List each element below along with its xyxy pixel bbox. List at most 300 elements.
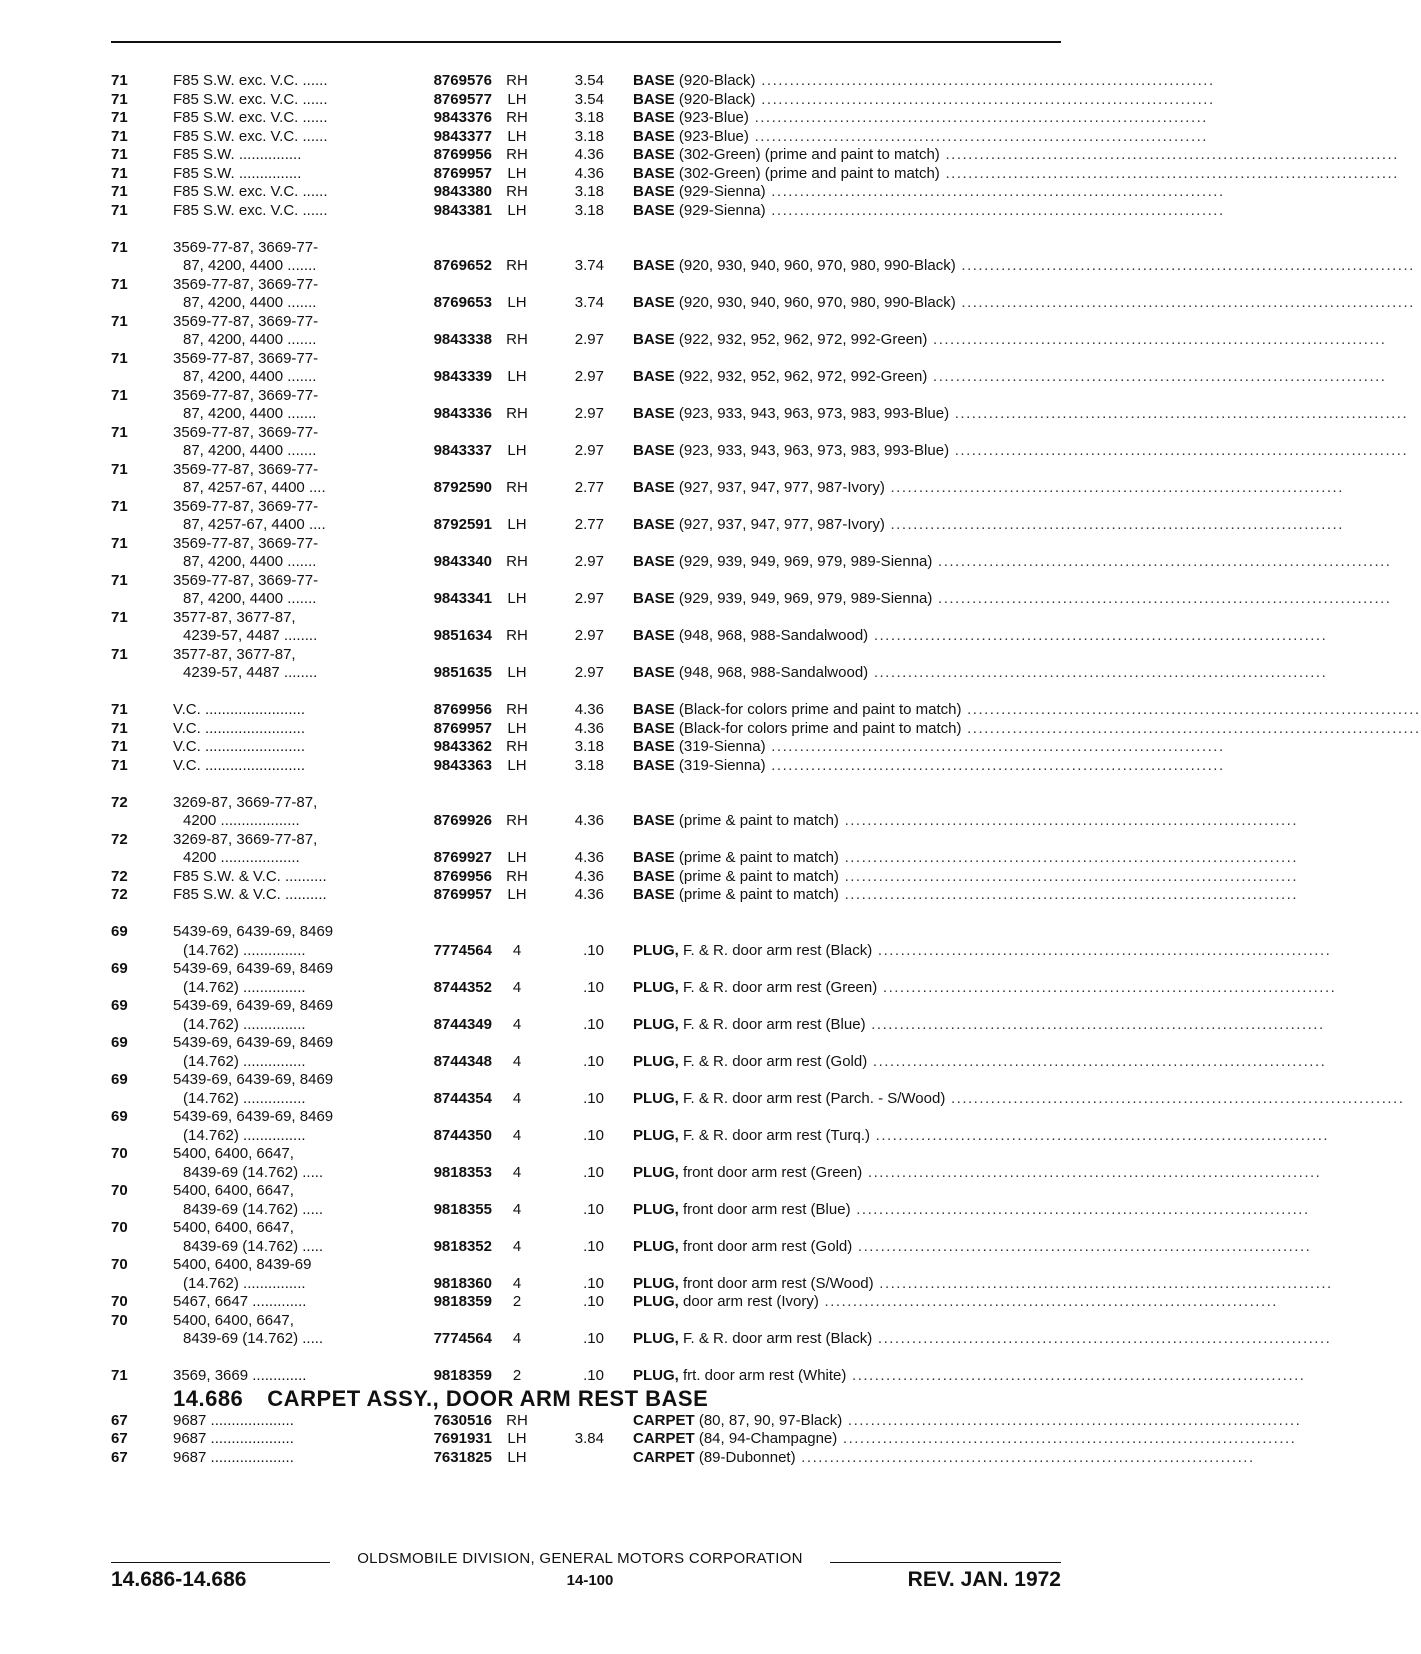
part-entry (111, 793, 1298, 831)
entry-line (111, 1430, 1297, 1449)
part-number: 8769653 (433, 294, 492, 311)
price: 3.18 (574, 738, 604, 755)
part-description (633, 331, 1387, 350)
side-or-qty: RH (506, 109, 528, 126)
part-description (633, 1430, 1297, 1449)
model-numbers: (14.762) ............... (183, 1274, 306, 1292)
part-name: BASE (633, 72, 675, 89)
part-number: 9843363 (433, 756, 492, 774)
part-description (633, 164, 1399, 184)
model-numbers: 3569-77-87, 3669-77- (173, 349, 319, 367)
part-number: 8792590 (433, 479, 492, 496)
price: 2.97 (574, 442, 604, 459)
entry-line (111, 646, 1061, 665)
model-numbers: 3569-77-87, 3669-77- (173, 497, 319, 515)
model-year: 71 (111, 645, 128, 663)
side-or-qty: 4 (512, 1200, 522, 1218)
part-detail: (80, 87, 90, 97-Black) (698, 1411, 843, 1429)
entry-line (111, 498, 1061, 517)
model-year: 71 (111, 238, 128, 256)
price: 3.74 (574, 257, 604, 274)
part-description (633, 516, 1344, 535)
part-name: BASE (633, 146, 675, 163)
model-numbers: 5467, 6647 ............. (173, 1293, 307, 1310)
price: 4.36 (574, 701, 604, 718)
part-name: BASE (633, 701, 675, 718)
entry-line (111, 1126, 1330, 1146)
part-description (633, 72, 1215, 91)
model-numbers: 5439-69, 6439-69, 8469 (173, 1071, 334, 1088)
model-year: 71 (111, 72, 128, 89)
entry-line (111, 923, 1061, 942)
part-entry (111, 1219, 1312, 1256)
price: 4.36 (574, 886, 604, 903)
part-description (633, 90, 1215, 110)
model-numbers: 5439-69, 6439-69, 8469 (173, 997, 334, 1014)
footer-division: OLDSMOBILE DIVISION, GENERAL MOTORS CORPORATION (330, 1550, 830, 1567)
entry-line (111, 1034, 1061, 1053)
part-name: BASE (633, 756, 675, 774)
footer-revision: REV. JAN. 1972 (907, 1568, 1061, 1591)
part-detail: (Black-for colors prime and paint to match) (678, 719, 962, 737)
leader-dots: ................................................................................ (748, 127, 1208, 145)
part-entry (111, 1430, 1297, 1449)
price: .10 (583, 1274, 604, 1292)
part-name: BASE (633, 368, 675, 385)
entry-line (111, 387, 1061, 406)
part-entry (111, 534, 1392, 572)
model-year: 71 (111, 1367, 128, 1384)
leader-dots: ................................................................................ (838, 886, 1298, 903)
model-numbers: 87, 4257-67, 4400 .... (183, 516, 326, 533)
entry-line (111, 535, 1061, 554)
model-numbers: 8439-69 (14.762) ..... (183, 1163, 324, 1181)
entry-line (111, 109, 1208, 128)
top-rule (111, 41, 1061, 43)
side-or-qty: 4 (512, 1163, 522, 1181)
model-year: 71 (111, 183, 128, 200)
part-number: 9851634 (433, 627, 492, 644)
part-detail: F. & R. door arm rest (Black) (683, 1330, 873, 1347)
part-name: CARPET (633, 1411, 695, 1429)
part-description (633, 183, 1225, 202)
model-year: 72 (111, 830, 128, 848)
leader-dots: ................................................................................ (961, 701, 1421, 718)
part-number: 9818353 (433, 1163, 492, 1181)
part-detail: (929-Sienna) (678, 183, 766, 200)
entry-line (111, 1330, 1332, 1349)
part-number: 8769926 (433, 812, 492, 829)
model-numbers: 3569-77-87, 3669-77- (173, 312, 319, 330)
leader-dots: ................................................................................ (870, 1126, 1330, 1144)
part-number: 8769576 (433, 72, 492, 89)
leader-dots: ................................................................................ (846, 1367, 1306, 1384)
entry-line (111, 1182, 1061, 1201)
model-numbers: 3569-77-87, 3669-77- (173, 275, 319, 293)
model-year: 71 (111, 756, 128, 774)
part-detail: (923-Blue) (678, 127, 749, 145)
model-numbers: F85 S.W. exc. V.C. ...... (173, 127, 328, 145)
part-number: 7691931 (433, 1430, 492, 1447)
part-number: 9843336 (433, 405, 492, 422)
entry-line (111, 1237, 1312, 1257)
model-numbers: 3569-77-87, 3669-77- (173, 386, 319, 404)
part-number: 7630516 (433, 1411, 492, 1429)
part-entry (111, 460, 1344, 498)
model-numbers: 3569-77-87, 3669-77- (173, 460, 319, 478)
part-entry (111, 1034, 1327, 1071)
side-or-qty: RH (506, 1411, 528, 1429)
section-number: 14.686 (173, 1385, 244, 1411)
part-detail: F. & R. door arm rest (Parch. - S/Wood) (683, 1089, 946, 1107)
price: 4.36 (574, 812, 604, 829)
price: 2.97 (574, 627, 604, 644)
part-description (633, 479, 1344, 498)
model-year: 70 (111, 1145, 128, 1162)
part-detail: (84, 94-Champagne) (698, 1430, 838, 1447)
leader-dots: ................................................................................ (961, 719, 1421, 737)
model-numbers: 3569-77-87, 3669-77- (173, 423, 319, 441)
part-entry (111, 1411, 1302, 1431)
model-numbers: (14.762) ............... (183, 1126, 306, 1144)
part-detail: F. & R. door arm rest (Black) (683, 941, 873, 959)
price: 2.97 (574, 405, 604, 422)
side-or-qty: LH (507, 756, 527, 774)
model-numbers: 87, 4200, 4400 ....... (183, 405, 317, 422)
model-year: 70 (111, 1256, 128, 1273)
part-name: PLUG, (633, 1126, 679, 1144)
model-numbers: 5439-69, 6439-69, 8469 (173, 1034, 334, 1051)
model-numbers: F85 S.W. exc. V.C. ...... (173, 72, 328, 89)
part-name: BASE (633, 183, 675, 200)
leader-dots: ................................................................................ (932, 590, 1392, 607)
entry-line (111, 1071, 1061, 1090)
leader-dots: ................................................................................ (850, 1200, 1310, 1218)
part-number: 9843377 (433, 127, 492, 145)
part-detail: front door arm rest (Blue) (683, 1200, 851, 1218)
entry-line (111, 1274, 1333, 1294)
part-number: 9843381 (433, 201, 492, 219)
model-numbers: V.C. ........................ (173, 719, 305, 737)
part-name: PLUG, (633, 1163, 679, 1181)
side-or-qty: RH (506, 627, 528, 644)
price: .10 (583, 1015, 604, 1033)
entry-line (111, 479, 1344, 498)
part-entry (111, 275, 1415, 313)
entry-line (111, 1367, 1306, 1386)
part-detail: front door arm rest (Green) (683, 1163, 863, 1181)
entry-line (111, 350, 1061, 369)
part-detail: (923-Blue) (678, 109, 749, 126)
part-entry (111, 109, 1208, 128)
side-or-qty: RH (506, 146, 528, 163)
leader-dots: ................................................................................ (862, 1163, 1322, 1181)
part-detail: (89-Dubonnet) (698, 1448, 796, 1466)
leader-dots: ................................................................................ (818, 1293, 1278, 1310)
price: 3.84 (574, 1430, 604, 1447)
leader-dots: ................................................................................ (949, 442, 1409, 459)
price: 3.54 (574, 90, 604, 108)
entry-line (111, 516, 1344, 535)
side-or-qty: LH (507, 164, 527, 182)
part-name: BASE (633, 109, 675, 126)
price: .10 (583, 1200, 604, 1218)
side-or-qty: RH (506, 331, 528, 348)
carpet-list (111, 1411, 1302, 1468)
part-description (633, 867, 1298, 887)
leader-dots: ................................................................................ (932, 553, 1392, 570)
model-year: 71 (111, 571, 128, 589)
part-detail: F. & R. door arm rest (Turq.) (683, 1126, 870, 1144)
model-year: 70 (111, 1311, 128, 1329)
part-detail: F. & R. door arm rest (Blue) (683, 1015, 866, 1033)
leader-dots: ................................................................................ (873, 1274, 1333, 1292)
part-description (633, 442, 1409, 461)
part-number: 9843338 (433, 331, 492, 348)
price: .10 (583, 978, 604, 996)
side-or-qty: LH (507, 1448, 527, 1466)
entry-line (111, 1256, 1061, 1275)
model-numbers: F85 S.W. ............... (173, 164, 302, 182)
part-number: 9843376 (433, 109, 492, 126)
part-description (633, 1200, 1310, 1220)
part-name: BASE (633, 257, 675, 274)
part-entry (111, 571, 1392, 609)
leader-dots: ................................................................................ (748, 109, 1208, 126)
leader-dots: ................................................................................ (755, 90, 1215, 108)
model-year: 71 (111, 201, 128, 219)
price: 4.36 (574, 146, 604, 163)
leader-dots: ................................................................................ (765, 201, 1225, 219)
model-year: 70 (111, 1219, 128, 1236)
part-entry (111, 1071, 1405, 1108)
price: 4.36 (574, 849, 604, 866)
part-description (633, 756, 1225, 776)
leader-dots: ................................................................................ (872, 941, 1332, 959)
part-detail: (927, 937, 947, 977, 987-Ivory) (678, 516, 885, 533)
part-number: 9818359 (433, 1367, 492, 1384)
model-numbers: F85 S.W. ............... (173, 146, 302, 163)
part-name: BASE (633, 886, 675, 903)
side-or-qty: RH (506, 553, 528, 570)
part-number: 8769957 (433, 164, 492, 182)
leader-dots: ................................................................................ (872, 1330, 1332, 1347)
model-numbers: 87, 4200, 4400 ....... (183, 590, 317, 607)
model-year: 71 (111, 608, 128, 626)
part-number: 8744349 (433, 1015, 492, 1033)
part-entry (111, 719, 1421, 739)
part-number: 8769957 (433, 719, 492, 737)
part-name: CARPET (633, 1430, 695, 1447)
part-detail: (prime & paint to match) (678, 849, 839, 866)
part-detail: (prime & paint to match) (678, 867, 839, 885)
part-number: 8792591 (433, 516, 492, 533)
part-number: 9843340 (433, 553, 492, 570)
part-description (633, 146, 1399, 165)
part-name: CARPET (633, 1448, 695, 1466)
price: 2.77 (574, 516, 604, 533)
part-number: 8769956 (433, 701, 492, 718)
part-description (633, 1126, 1330, 1146)
model-numbers: 87, 4200, 4400 ....... (183, 553, 317, 570)
part-description (633, 257, 1415, 276)
model-numbers: 3577-87, 3677-87, (173, 608, 296, 626)
part-number: 8744352 (433, 978, 492, 996)
side-or-qty: 4 (512, 1015, 522, 1033)
footer-section-range: 14.686-14.686 (111, 1568, 247, 1591)
leader-dots: ................................................................................ (868, 627, 1328, 644)
part-entry (111, 1311, 1332, 1349)
side-or-qty: LH (507, 849, 527, 866)
entry-line (111, 1448, 1255, 1468)
entry-line (111, 424, 1061, 443)
model-numbers: 3269-87, 3669-77-87, (173, 830, 318, 848)
model-year: 72 (111, 793, 128, 811)
model-numbers: 3269-87, 3669-77-87, (173, 793, 318, 811)
part-entry (111, 90, 1215, 110)
model-year: 69 (111, 1034, 128, 1051)
side-or-qty: RH (506, 405, 528, 422)
part-number: 9843341 (433, 590, 492, 607)
part-number: 8744354 (433, 1089, 492, 1107)
part-number: 9818360 (433, 1274, 492, 1292)
model-numbers: (14.762) ............... (183, 1052, 306, 1070)
price: .10 (583, 1052, 604, 1070)
part-name: BASE (633, 738, 675, 755)
part-name: BASE (633, 294, 675, 311)
price: .10 (583, 1367, 604, 1384)
entry-line (111, 239, 1061, 258)
side-or-qty: RH (506, 257, 528, 274)
part-detail: (923, 933, 943, 963, 973, 983, 993-Blue) (678, 405, 950, 422)
price: 3.18 (574, 756, 604, 774)
price: 3.18 (574, 201, 604, 219)
entry-line (111, 886, 1298, 905)
part-description (633, 738, 1225, 757)
side-or-qty: RH (506, 738, 528, 755)
model-numbers: 4200 ................... (183, 812, 300, 829)
part-description (633, 664, 1328, 683)
price: 3.18 (574, 183, 604, 200)
model-year: 71 (111, 423, 128, 441)
entry-line (111, 1200, 1310, 1220)
entry-line (111, 72, 1215, 91)
leader-dots: ................................................................................ (877, 978, 1337, 996)
entry-line (111, 405, 1409, 424)
model-year: 69 (111, 997, 128, 1014)
model-numbers: 5400, 6400, 6647, (173, 1182, 294, 1199)
part-detail: front door arm rest (Gold) (683, 1237, 853, 1255)
entry-line (111, 812, 1298, 831)
section-heading (111, 1386, 1061, 1412)
entry-line (111, 572, 1061, 591)
entry-line (111, 257, 1415, 276)
entry-line (111, 738, 1225, 757)
model-numbers: 5439-69, 6439-69, 8469 (173, 1108, 334, 1125)
leader-dots: ................................................................................ (955, 257, 1415, 274)
price: 3.18 (574, 127, 604, 145)
part-description (633, 1330, 1332, 1349)
price: 2.97 (574, 590, 604, 607)
entry-line (111, 719, 1421, 739)
entry-line (111, 1219, 1061, 1238)
section-title: CARPET ASSY., DOOR ARM REST BASE (267, 1385, 709, 1411)
model-numbers: 4239-57, 4487 ........ (183, 664, 318, 681)
part-description (633, 886, 1298, 905)
part-entry (111, 756, 1225, 776)
side-or-qty: LH (507, 368, 527, 385)
part-description (633, 719, 1421, 739)
side-or-qty: 2 (512, 1367, 522, 1384)
part-description (633, 1293, 1278, 1312)
part-name: BASE (633, 719, 675, 737)
part-description (633, 627, 1328, 646)
entry-line (111, 1108, 1061, 1127)
side-or-qty: 2 (512, 1293, 522, 1310)
price: .10 (583, 1330, 604, 1347)
model-year: 69 (111, 923, 128, 940)
model-numbers: 8439-69 (14.762) ..... (183, 1330, 324, 1347)
leader-dots: ................................................................................ (852, 1237, 1312, 1255)
leader-dots: ................................................................................ (795, 1448, 1255, 1466)
part-detail: (929, 939, 949, 969, 979, 989-Sienna) (678, 590, 933, 607)
model-numbers: 3577-87, 3677-87, (173, 645, 296, 663)
entry-line (111, 794, 1061, 813)
entry-line (111, 1145, 1061, 1164)
part-entry (111, 312, 1387, 350)
entry-line (111, 1089, 1405, 1109)
part-name: BASE (633, 201, 675, 219)
part-description (633, 368, 1387, 387)
part-name: BASE (633, 331, 675, 348)
part-description (633, 405, 1409, 424)
leader-dots: ................................................................................ (884, 516, 1344, 533)
model-numbers: 3569-77-87, 3669-77- (173, 534, 319, 552)
part-description (633, 553, 1392, 572)
part-detail: (Black-for colors prime and paint to match) (678, 701, 962, 718)
part-number: 9818352 (433, 1237, 492, 1255)
part-number: 7774564 (433, 1330, 492, 1347)
entry-line (111, 1163, 1322, 1183)
part-entry (111, 1448, 1255, 1468)
leader-dots: ................................................................................ (837, 1430, 1297, 1447)
part-name: BASE (633, 516, 675, 533)
part-name: PLUG, (633, 1052, 679, 1070)
part-detail: (920, 930, 940, 960, 970, 980, 990-Black) (678, 294, 956, 311)
part-entry (111, 1182, 1310, 1219)
part-entry (111, 645, 1328, 683)
part-detail: (948, 968, 988-Sandalwood) (678, 627, 869, 644)
part-entry (111, 867, 1298, 887)
model-numbers: (14.762) ............... (183, 1089, 306, 1107)
part-entry (111, 146, 1399, 165)
part-name: BASE (633, 590, 675, 607)
entry-line (111, 1015, 1325, 1035)
part-detail: (prime & paint to match) (678, 886, 839, 903)
entry-line (111, 368, 1387, 387)
price: .10 (583, 1089, 604, 1107)
part-detail: (922, 932, 952, 962, 972, 992-Green) (678, 368, 928, 385)
entry-line (111, 664, 1328, 683)
part-name: PLUG, (633, 1274, 679, 1292)
part-description (633, 127, 1208, 147)
leader-dots: ................................................................................ (865, 1015, 1325, 1033)
part-description (633, 1015, 1325, 1035)
leader-dots: ................................................................................ (765, 738, 1225, 755)
price: .10 (583, 941, 604, 959)
part-entry (111, 423, 1409, 461)
part-entry (111, 1367, 1306, 1386)
